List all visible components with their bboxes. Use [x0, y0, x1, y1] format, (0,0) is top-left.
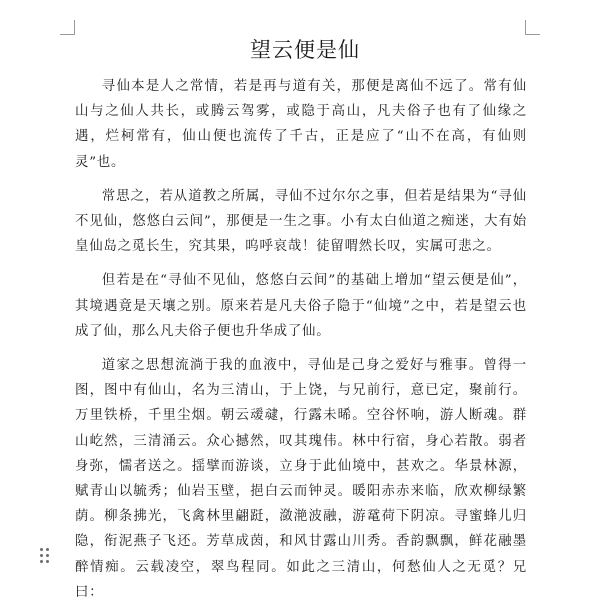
paragraph-1[interactable]: 寻仙本是人之常情，若是再与道有关，那便是离仙不远了。常有仙山与之仙人共长，或腾云驾雾，或隐于高山，凡夫俗子也有了仙缘之遇，烂柯常有，仙山便也流传了千古，正是应了“山不在高，有仙则灵”也。 — [75, 79, 527, 170]
document-title[interactable]: 望云便是仙 — [250, 38, 360, 62]
drag-dot — [40, 548, 43, 551]
paragraph-4[interactable]: 道家之思想流淌于我的血液中，寻仙是己身之爱好与雅事。曾得一图，图中有仙山，名为三清山，于上饶，与兄前行，意已定，聚前行。万里铁桥，千里尘烟。朝云叆叇，行露未晞。空谷怀响，游人断魂。群山屹然，三清涌云。众心撼然，叹其瑰伟。林中行宿，身心若散。弱者身弥，懦者送之。揺擘而游谈，立身于此仙境中，甚欢之。华景林源，赋青山以毓秀；仙岩玉壁，挹白云而钟灵。暖阳赤赤来临，欣欢柳绿繁荫。柳条拂光，飞禽林里翩跹，潋滟波融，游鼋荷下阴凉。寻蜜蜂儿归隐，衔泥燕子飞还。芳草成茵，和风甘露山川秀。香韵飘飘，鲜花融墨醉情痴。云载凌空，翠鸟程同。如此之三清山，何愁仙人之无觅？兄曰： — [75, 358, 527, 600]
crop-mark-top-left — [60, 20, 75, 35]
drag-dot — [46, 560, 49, 563]
drag-dot — [40, 554, 43, 557]
document-page[interactable] — [75, 34, 527, 614]
paragraph-2[interactable]: 常思之，若从道教之所属，寻仙不过尔尔之事，但若是结果为“寻仙不见仙，悠悠白云间”，那便是一生之事。小有太白仙道之痴迷，大有始皇仙岛之觅长生，究其果，呜呼哀哉！徒留喟然长叹，实属可悲之。 — [75, 188, 527, 255]
paragraph-3[interactable]: 但若是在“寻仙不见仙，悠悠白云间”的基础上增加“望云便是仙”，其境遇竟是天壤之别。原来若是凡夫俗子隐于“仙境”之中，若是望云也成了仙，那么凡夫俗子便也升华成了仙。 — [75, 273, 527, 339]
drag-dot — [46, 548, 49, 551]
crop-mark-top-right — [525, 20, 540, 35]
drag-dot — [46, 554, 49, 557]
block-drag-handle-icon[interactable] — [40, 548, 50, 564]
drag-dot — [40, 560, 43, 563]
